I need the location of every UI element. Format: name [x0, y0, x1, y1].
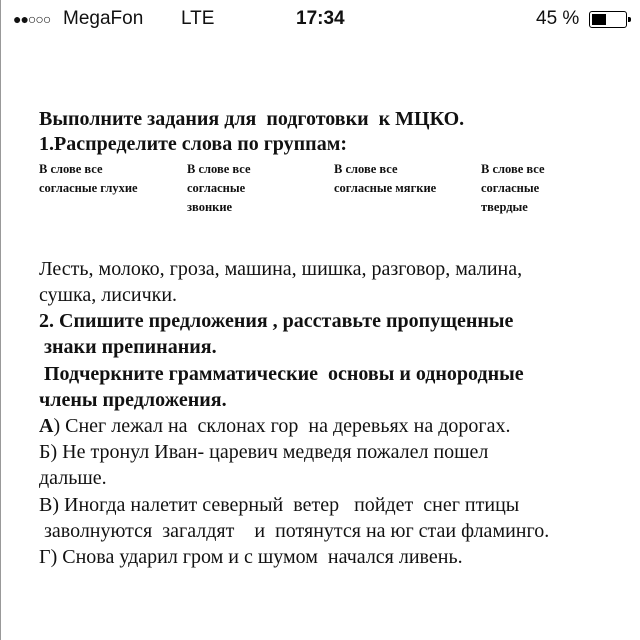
column-header-hard: В слове все согласные твердые — [481, 162, 545, 214]
words-line-1: Лесть, молоко, гроза, машина, шишка, разговор, малина, — [39, 258, 523, 280]
sentence-a-label: А — [39, 415, 54, 437]
sentence-v-line-2: заволнуются загалдят и потянутся на юг стаи фламинго. — [39, 520, 550, 542]
sentence-b-line-2: дальше. — [39, 467, 107, 489]
network-type: LTE — [181, 8, 215, 29]
task2-line-2: знаки препинания. — [39, 336, 217, 358]
doc-title: Выполните задания для подготовки к МЦКО. — [39, 108, 465, 130]
column-header-voiced: В слове все согласные звонкие — [187, 162, 251, 214]
clock: 17:34 — [296, 8, 345, 29]
task2-line-1: 2. Спишите предложения , расставьте пропущенные — [39, 310, 514, 332]
column-header-soft: В слове все согласные мягкие — [334, 162, 437, 195]
battery-icon — [589, 11, 627, 28]
sentence-b-line-1: Б) Не тронул Иван- царевич медведя пожалел пошел — [39, 441, 489, 463]
carrier-name: MegaFon — [63, 8, 144, 29]
task1-heading: 1.Распределите слова по группам: — [39, 133, 347, 155]
battery-fill — [592, 14, 606, 25]
column-header-voiceless: В слове все согласные глухие — [39, 162, 138, 195]
sentence-a — [39, 415, 511, 438]
battery-nub — [628, 17, 631, 22]
status-bar — [1, 0, 640, 36]
sentence-a-text: ) Снег лежал на склонах гор на деревьях на дорогах. — [53, 415, 511, 437]
signal-strength-icon: ●●○○○ — [13, 11, 51, 27]
task2-line-3: Подчеркните грамматические основы и однородные — [39, 363, 524, 385]
task2-line-4: члены предложения. — [39, 389, 227, 411]
sentence-g: Г) Снова ударил гром и с шумом начался ливень. — [39, 546, 463, 568]
sentence-v-line-1: В) Иногда налетит северный ветер пойдет снег птицы — [39, 494, 520, 516]
words-line-2: сушка, лисички. — [39, 284, 178, 306]
battery-percent: 45 % — [536, 8, 580, 29]
